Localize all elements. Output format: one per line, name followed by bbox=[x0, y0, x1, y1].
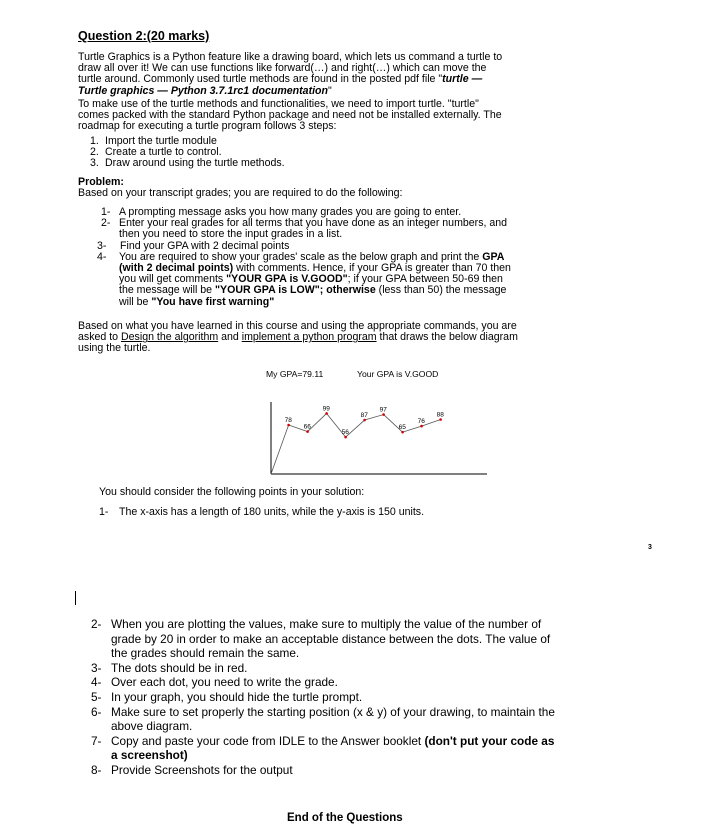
doc-reference: turtle — bbox=[442, 73, 483, 86]
list-text: above diagram. bbox=[111, 719, 193, 734]
intro-line: Turtle Graphics is a Python feature like a drawing board, which lets us command a turtle to bbox=[78, 51, 503, 63]
text-run: the message will be bbox=[119, 284, 215, 297]
list-item bbox=[99, 507, 659, 518]
list-item bbox=[97, 252, 657, 308]
list-number: 2- bbox=[101, 217, 111, 230]
text-run: implement a python program bbox=[241, 331, 377, 344]
intro-line: To make use of the turtle methods and functionalities, we need to import turtle. "turtle" bbox=[78, 98, 479, 110]
text-run: "You have first warning" bbox=[151, 295, 275, 308]
list-item bbox=[91, 763, 661, 778]
data-label: 78 bbox=[284, 417, 292, 424]
list-text: Make sure to set properly the starting position (x & y) of your drawing, to maintain the bbox=[111, 704, 555, 719]
list-item bbox=[91, 661, 661, 676]
data-point bbox=[344, 436, 347, 439]
text-run: that draws the below diagram bbox=[376, 331, 518, 344]
text-run: ; if your GPA between 50-69 then bbox=[347, 273, 503, 286]
doc-reference: Turtle graphics — Python 3.7.1rc1 documentation bbox=[78, 84, 328, 97]
text-run: asked to bbox=[78, 331, 121, 344]
list-text: grade by 20 in order to make an acceptable distance between the dots. The value of bbox=[111, 631, 551, 646]
data-label: 88 bbox=[436, 411, 444, 419]
text-run: "YOUR GPA is V.GOOD" bbox=[226, 273, 348, 286]
design-paragraph bbox=[78, 321, 678, 355]
list-item bbox=[91, 617, 661, 661]
points-list-page2 bbox=[91, 617, 661, 778]
data-point bbox=[325, 412, 328, 415]
intro-text: turtle around. Commonly used turtle methods are found in the posted pdf file " bbox=[78, 73, 443, 86]
list-text: In your graph, you should hide the turtle prompt. bbox=[111, 689, 363, 704]
list-number: 7- bbox=[91, 733, 102, 748]
data-label: 97 bbox=[379, 406, 387, 414]
design-line: using the turtle. bbox=[78, 342, 151, 355]
text-run: with comments. Hence, if your GPA is greater than 70 then bbox=[233, 262, 511, 275]
list-item bbox=[91, 675, 661, 690]
design-line: Based on what you have learned in this course and using the appropriate commands, you are bbox=[78, 320, 517, 332]
text-run: "YOUR GPA is LOW"; otherwise bbox=[214, 284, 376, 297]
list-text bbox=[111, 734, 661, 749]
list-text: Provide Screenshots for the output bbox=[111, 762, 293, 777]
list-text: The x-axis has a length of 180 units, while the y-axis is 150 units. bbox=[119, 506, 425, 518]
data-point bbox=[363, 419, 366, 422]
intro-paragraph-1 bbox=[78, 52, 678, 97]
list-item bbox=[91, 705, 661, 734]
list-text: Create a turtle to control. bbox=[105, 146, 222, 159]
text-run: GPA bbox=[482, 250, 505, 263]
gpa-comment: Your GPA is V.GOOD bbox=[357, 369, 439, 379]
intro-paragraph-2 bbox=[78, 99, 678, 133]
list-text: Over each dot, you need to write the grade. bbox=[111, 675, 338, 690]
data-point bbox=[401, 431, 404, 434]
data-label: 65 bbox=[398, 424, 406, 432]
list-item bbox=[90, 158, 490, 169]
text-run: (don't put your code as bbox=[424, 733, 555, 748]
data-label: 99 bbox=[322, 405, 330, 413]
list-text: The dots should be in red. bbox=[111, 660, 248, 675]
list-text: a screenshot) bbox=[111, 748, 188, 763]
data-label: 76 bbox=[417, 418, 425, 426]
list-number: 8- bbox=[91, 762, 102, 777]
design-line bbox=[78, 332, 678, 343]
problem-section bbox=[78, 177, 678, 199]
data-label: 66 bbox=[303, 423, 311, 431]
consider-text: You should consider the following points in your solution: bbox=[99, 486, 365, 498]
intro-line: draw all over it! We can use functions like forward(…) and right(…) which can move the bbox=[78, 62, 487, 75]
intro-line: comes packed with the standard Python package and need not be installed externally. The bbox=[78, 109, 502, 122]
data-point bbox=[382, 413, 385, 416]
list-item bbox=[91, 734, 661, 763]
points-list-page1 bbox=[99, 507, 659, 518]
data-label: 56 bbox=[341, 429, 349, 437]
text-run: you will get comments bbox=[119, 273, 227, 286]
list-text: the grades should remain the same. bbox=[111, 646, 300, 661]
problem-heading: Problem: bbox=[78, 176, 124, 188]
intro-text: " bbox=[328, 84, 332, 97]
list-number: 1- bbox=[101, 206, 111, 218]
list-text bbox=[119, 297, 657, 308]
list-number: 3. bbox=[90, 157, 99, 170]
list-number: 4- bbox=[91, 675, 102, 690]
text-run: and bbox=[218, 331, 242, 344]
list-number: 2- bbox=[91, 617, 102, 631]
list-number: 3- bbox=[97, 239, 107, 252]
grades-chart bbox=[262, 398, 492, 478]
text-run: You are required to show your grades' scale as the below graph and print the bbox=[119, 250, 483, 263]
list-text: A prompting message asks you how many grades you are going to enter. bbox=[119, 206, 462, 218]
list-number: 3- bbox=[91, 660, 102, 675]
text-run: Design the algorithm bbox=[121, 331, 219, 344]
list-number: 2. bbox=[90, 146, 99, 159]
list-item bbox=[101, 218, 661, 240]
data-label: 87 bbox=[360, 412, 368, 420]
list-number: 4- bbox=[97, 250, 107, 263]
list-item bbox=[91, 690, 661, 705]
list-text: then you need to store the input grades in a list. bbox=[119, 228, 343, 241]
data-point bbox=[287, 424, 290, 427]
intro-line: roadmap for executing a turtle program follows 3 steps: bbox=[78, 120, 337, 133]
gpa-label: My GPA=79.11 bbox=[266, 369, 324, 379]
data-point bbox=[439, 418, 442, 421]
list-text: Find your GPA with 2 decimal points bbox=[120, 239, 290, 252]
text-run: (with 2 decimal points) bbox=[119, 262, 234, 275]
list-text: Enter your real grades for all terms that you have done as an integer numbers, and bbox=[119, 217, 508, 230]
text-run: Copy and paste your code from IDLE to the Answer booklet bbox=[111, 733, 425, 748]
steps-list bbox=[90, 136, 490, 170]
end-text: End of the Questions bbox=[287, 812, 403, 824]
list-number: 6- bbox=[91, 704, 102, 719]
series-line-segment bbox=[271, 425, 289, 474]
text-run: will be bbox=[119, 295, 152, 308]
data-point bbox=[420, 425, 423, 428]
text-cursor bbox=[75, 591, 76, 605]
problem-lead: Based on your transcript grades; you are required to do the following: bbox=[78, 187, 403, 200]
intro-line bbox=[78, 86, 678, 97]
list-text: Import the turtle module bbox=[105, 135, 217, 147]
list-text: Draw around using the turtle methods. bbox=[105, 157, 285, 170]
list-number: 5- bbox=[91, 689, 102, 704]
data-point bbox=[306, 430, 309, 433]
list-text: When you are plotting the values, make sure to multiply the value of the number of bbox=[111, 617, 542, 631]
list-number: 1- bbox=[99, 506, 109, 518]
page-title: Question 2:(20 marks) bbox=[78, 29, 210, 43]
problem-list bbox=[97, 206, 661, 308]
list-number: 1. bbox=[90, 135, 99, 147]
page-number: 3 bbox=[648, 544, 652, 551]
text-run: (less than 50) the message bbox=[375, 284, 507, 297]
